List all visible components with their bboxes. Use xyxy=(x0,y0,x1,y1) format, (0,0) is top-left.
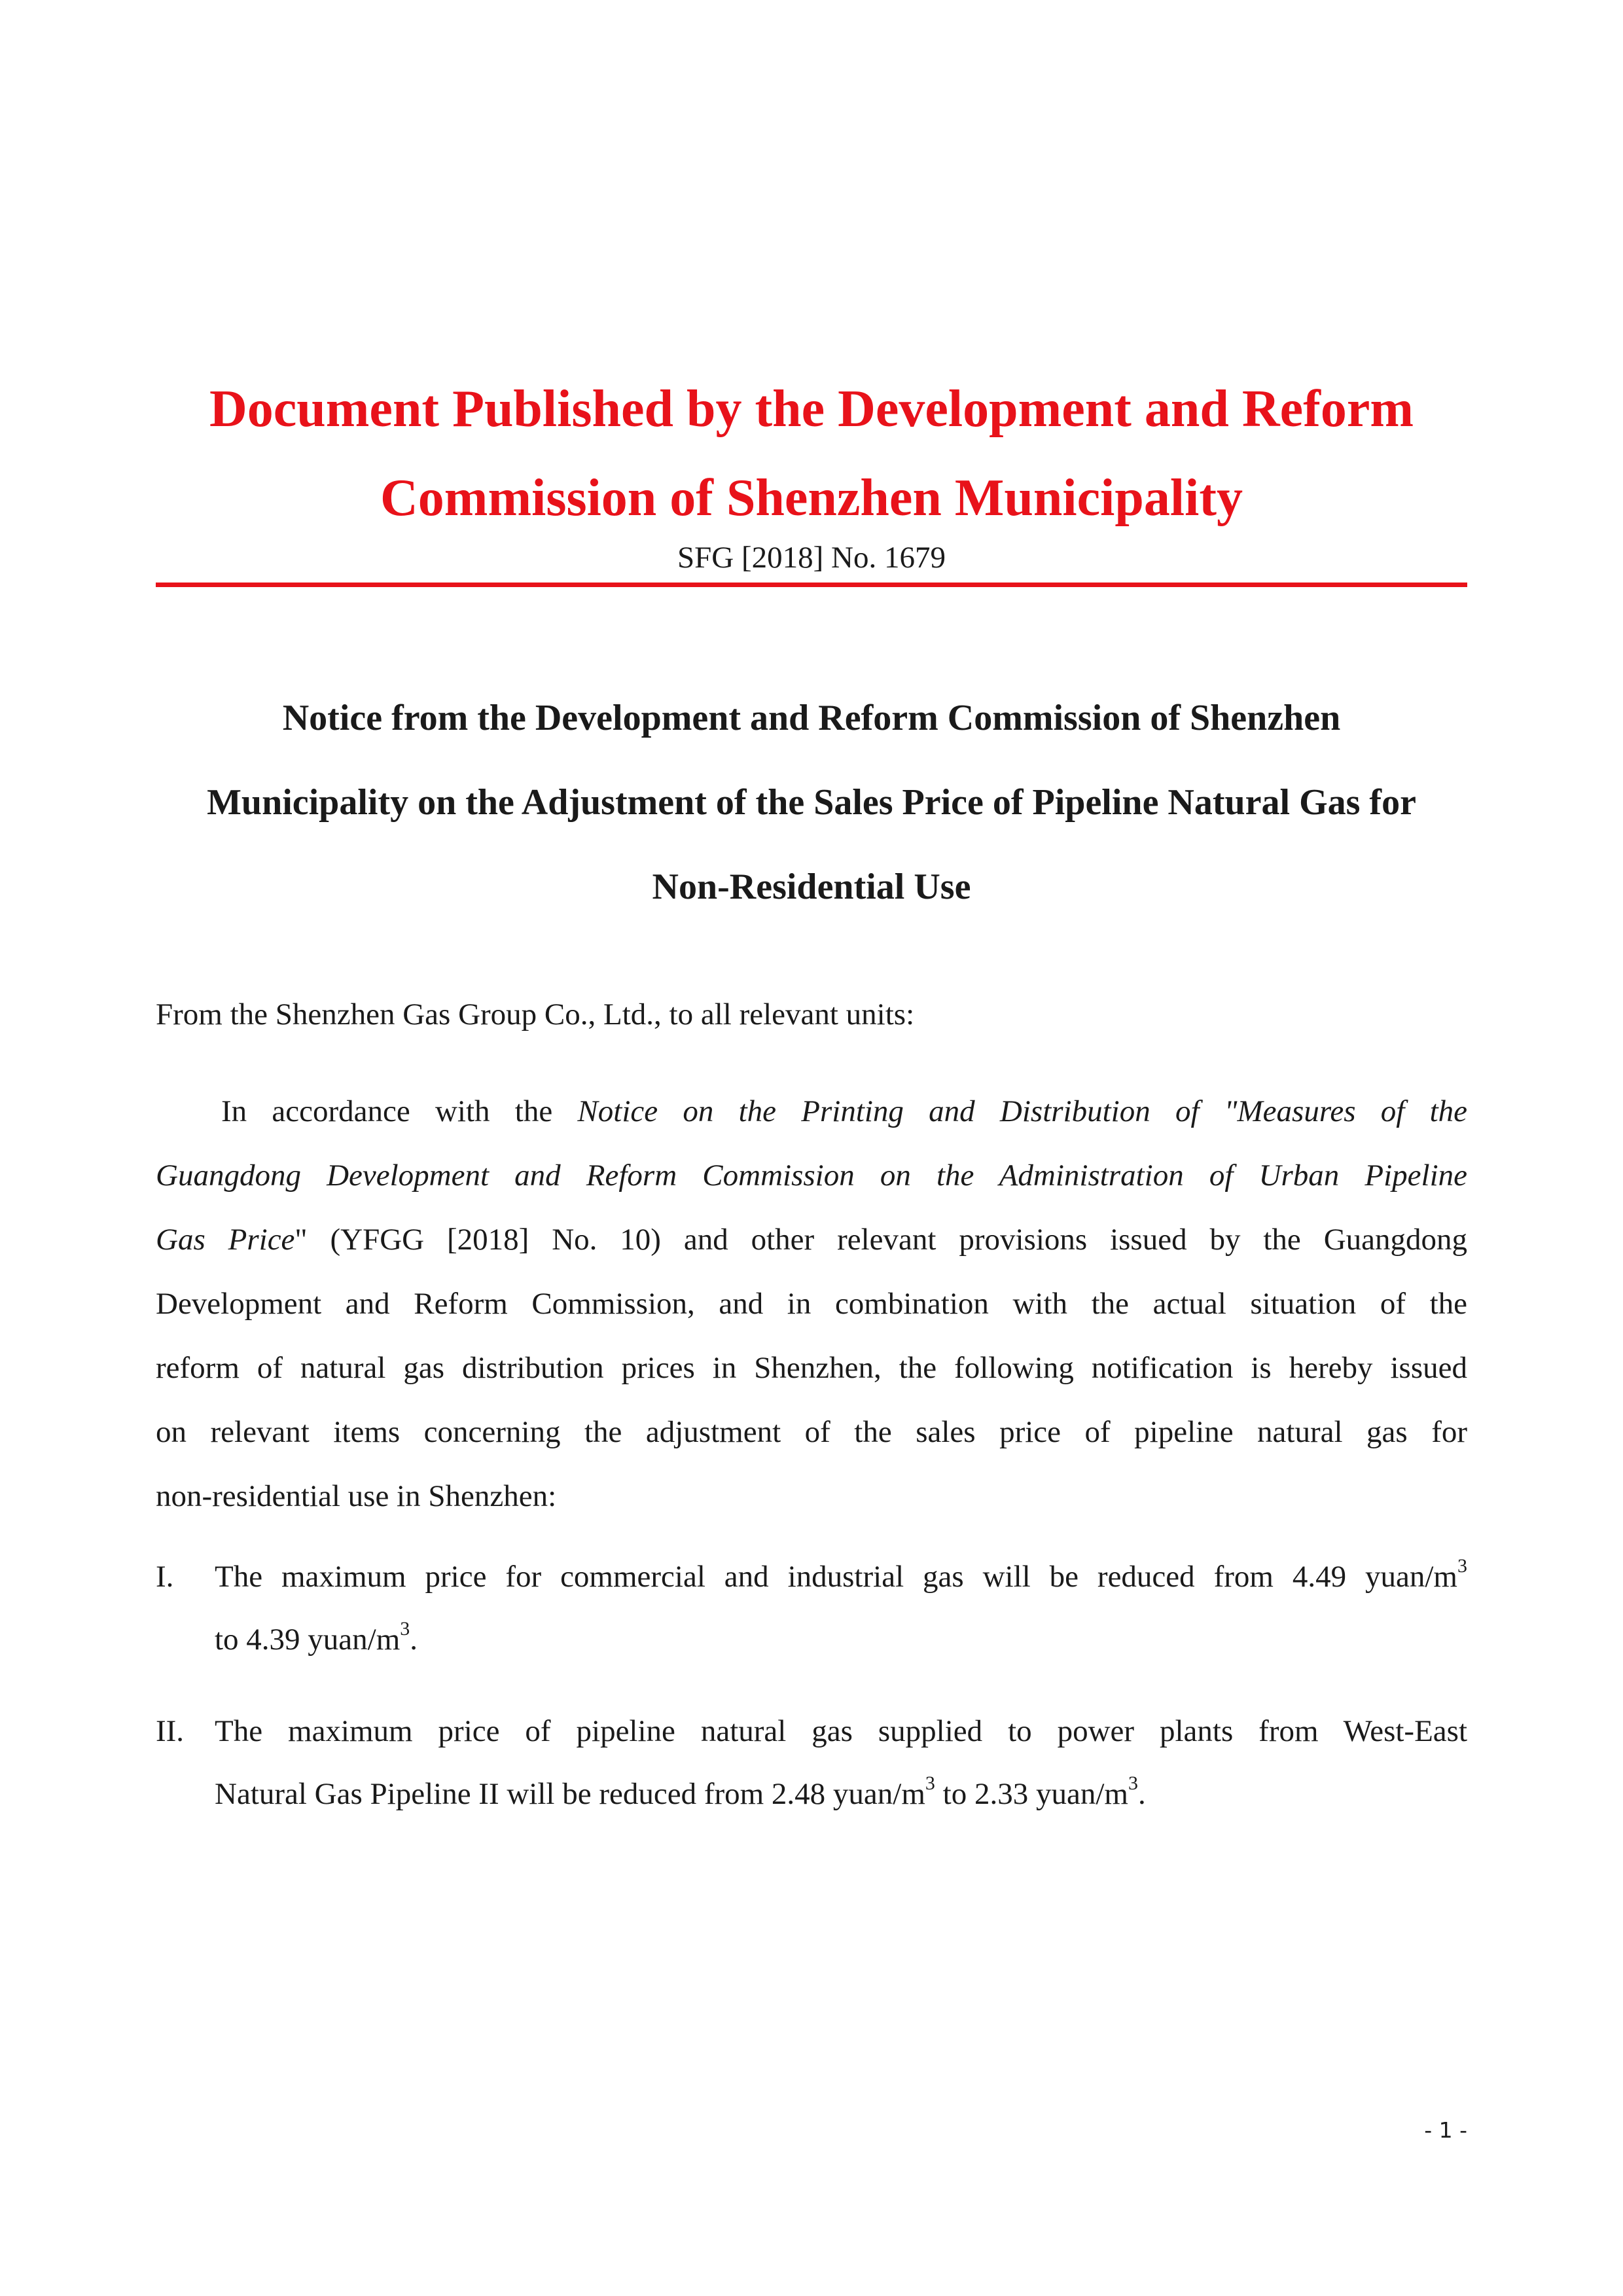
superscript: 3 xyxy=(1457,1555,1467,1577)
document-number: SFG [2018] No. 1679 xyxy=(677,541,946,575)
superscript: 3 xyxy=(1128,1772,1138,1794)
notice-title-line-2: Municipality on the Adjustment of the Sales Price of Pipeline Natural Gas for xyxy=(207,782,1416,823)
list-item-text xyxy=(215,1545,1467,1671)
body-text: " (YFGG [2018] No. 10) and other relevant provisions issued by the Guangdong xyxy=(294,1223,1467,1257)
page-number: - 1 - xyxy=(1424,2117,1467,2143)
list-line-text: to 4.39 yuan/m xyxy=(215,1623,401,1657)
document-header-title-line-2: Commission of Shenzhen Municipality xyxy=(380,469,1243,527)
list-item-number: II. xyxy=(156,1714,185,1748)
body-line: reform of natural gas distribution prices in Shenzhen, the following notification is hereby issued xyxy=(156,1351,1467,1385)
cited-notice-title: Guangdong Development and Reform Commission on the Administration of Urban Pipeline xyxy=(156,1158,1467,1193)
body-line xyxy=(156,1079,1467,1143)
body-line: on relevant items concerning the adjustment of the sales price of pipeline natural gas for xyxy=(156,1415,1467,1449)
notice-title-line-1: Notice from the Development and Reform Commission of Shenzhen xyxy=(282,698,1341,738)
header-divider xyxy=(156,583,1467,587)
superscript: 3 xyxy=(400,1618,410,1640)
body-line: Development and Reform Commission, and in combination with the actual situation of the xyxy=(156,1287,1467,1321)
body-line: non-residential use in Shenzhen: xyxy=(156,1479,557,1513)
salutation: From the Shenzhen Gas Group Co., Ltd., to all relevant units: xyxy=(156,997,915,1031)
document-header-title-line-1: Document Published by the Development and Reform xyxy=(209,380,1414,438)
notice-title-line-3: Non-Residential Use xyxy=(652,867,971,907)
list-line xyxy=(215,1545,1467,1608)
list-line xyxy=(215,1763,1467,1825)
body-paragraph xyxy=(156,1079,1467,1528)
cited-notice-title: Notice on the Printing and Distribution of "Measures of the xyxy=(577,1094,1467,1128)
list-line-text: Natural Gas Pipeline II will be reduced from 2.48 yuan/m xyxy=(215,1777,925,1811)
body-line xyxy=(156,1143,1467,1208)
cited-notice-title: Gas Price xyxy=(156,1223,295,1257)
list-item-text xyxy=(215,1700,1467,1825)
list-line-text: The maximum price for commercial and industrial gas will be reduced from 4.49 yuan/m xyxy=(215,1560,1457,1594)
list-line: The maximum price of pipeline natural gas supplied to power plants from West-East xyxy=(215,1714,1467,1748)
body-text: In accordance with the xyxy=(221,1094,578,1128)
list-line-end: . xyxy=(1137,1777,1146,1811)
list-line-text: to 2.33 yuan/m xyxy=(935,1777,1128,1811)
list-item-number: I. xyxy=(156,1560,174,1594)
list-line xyxy=(215,1608,1467,1671)
list-line-end: . xyxy=(410,1623,418,1657)
body-line xyxy=(156,1208,1467,1272)
superscript: 3 xyxy=(925,1772,935,1794)
